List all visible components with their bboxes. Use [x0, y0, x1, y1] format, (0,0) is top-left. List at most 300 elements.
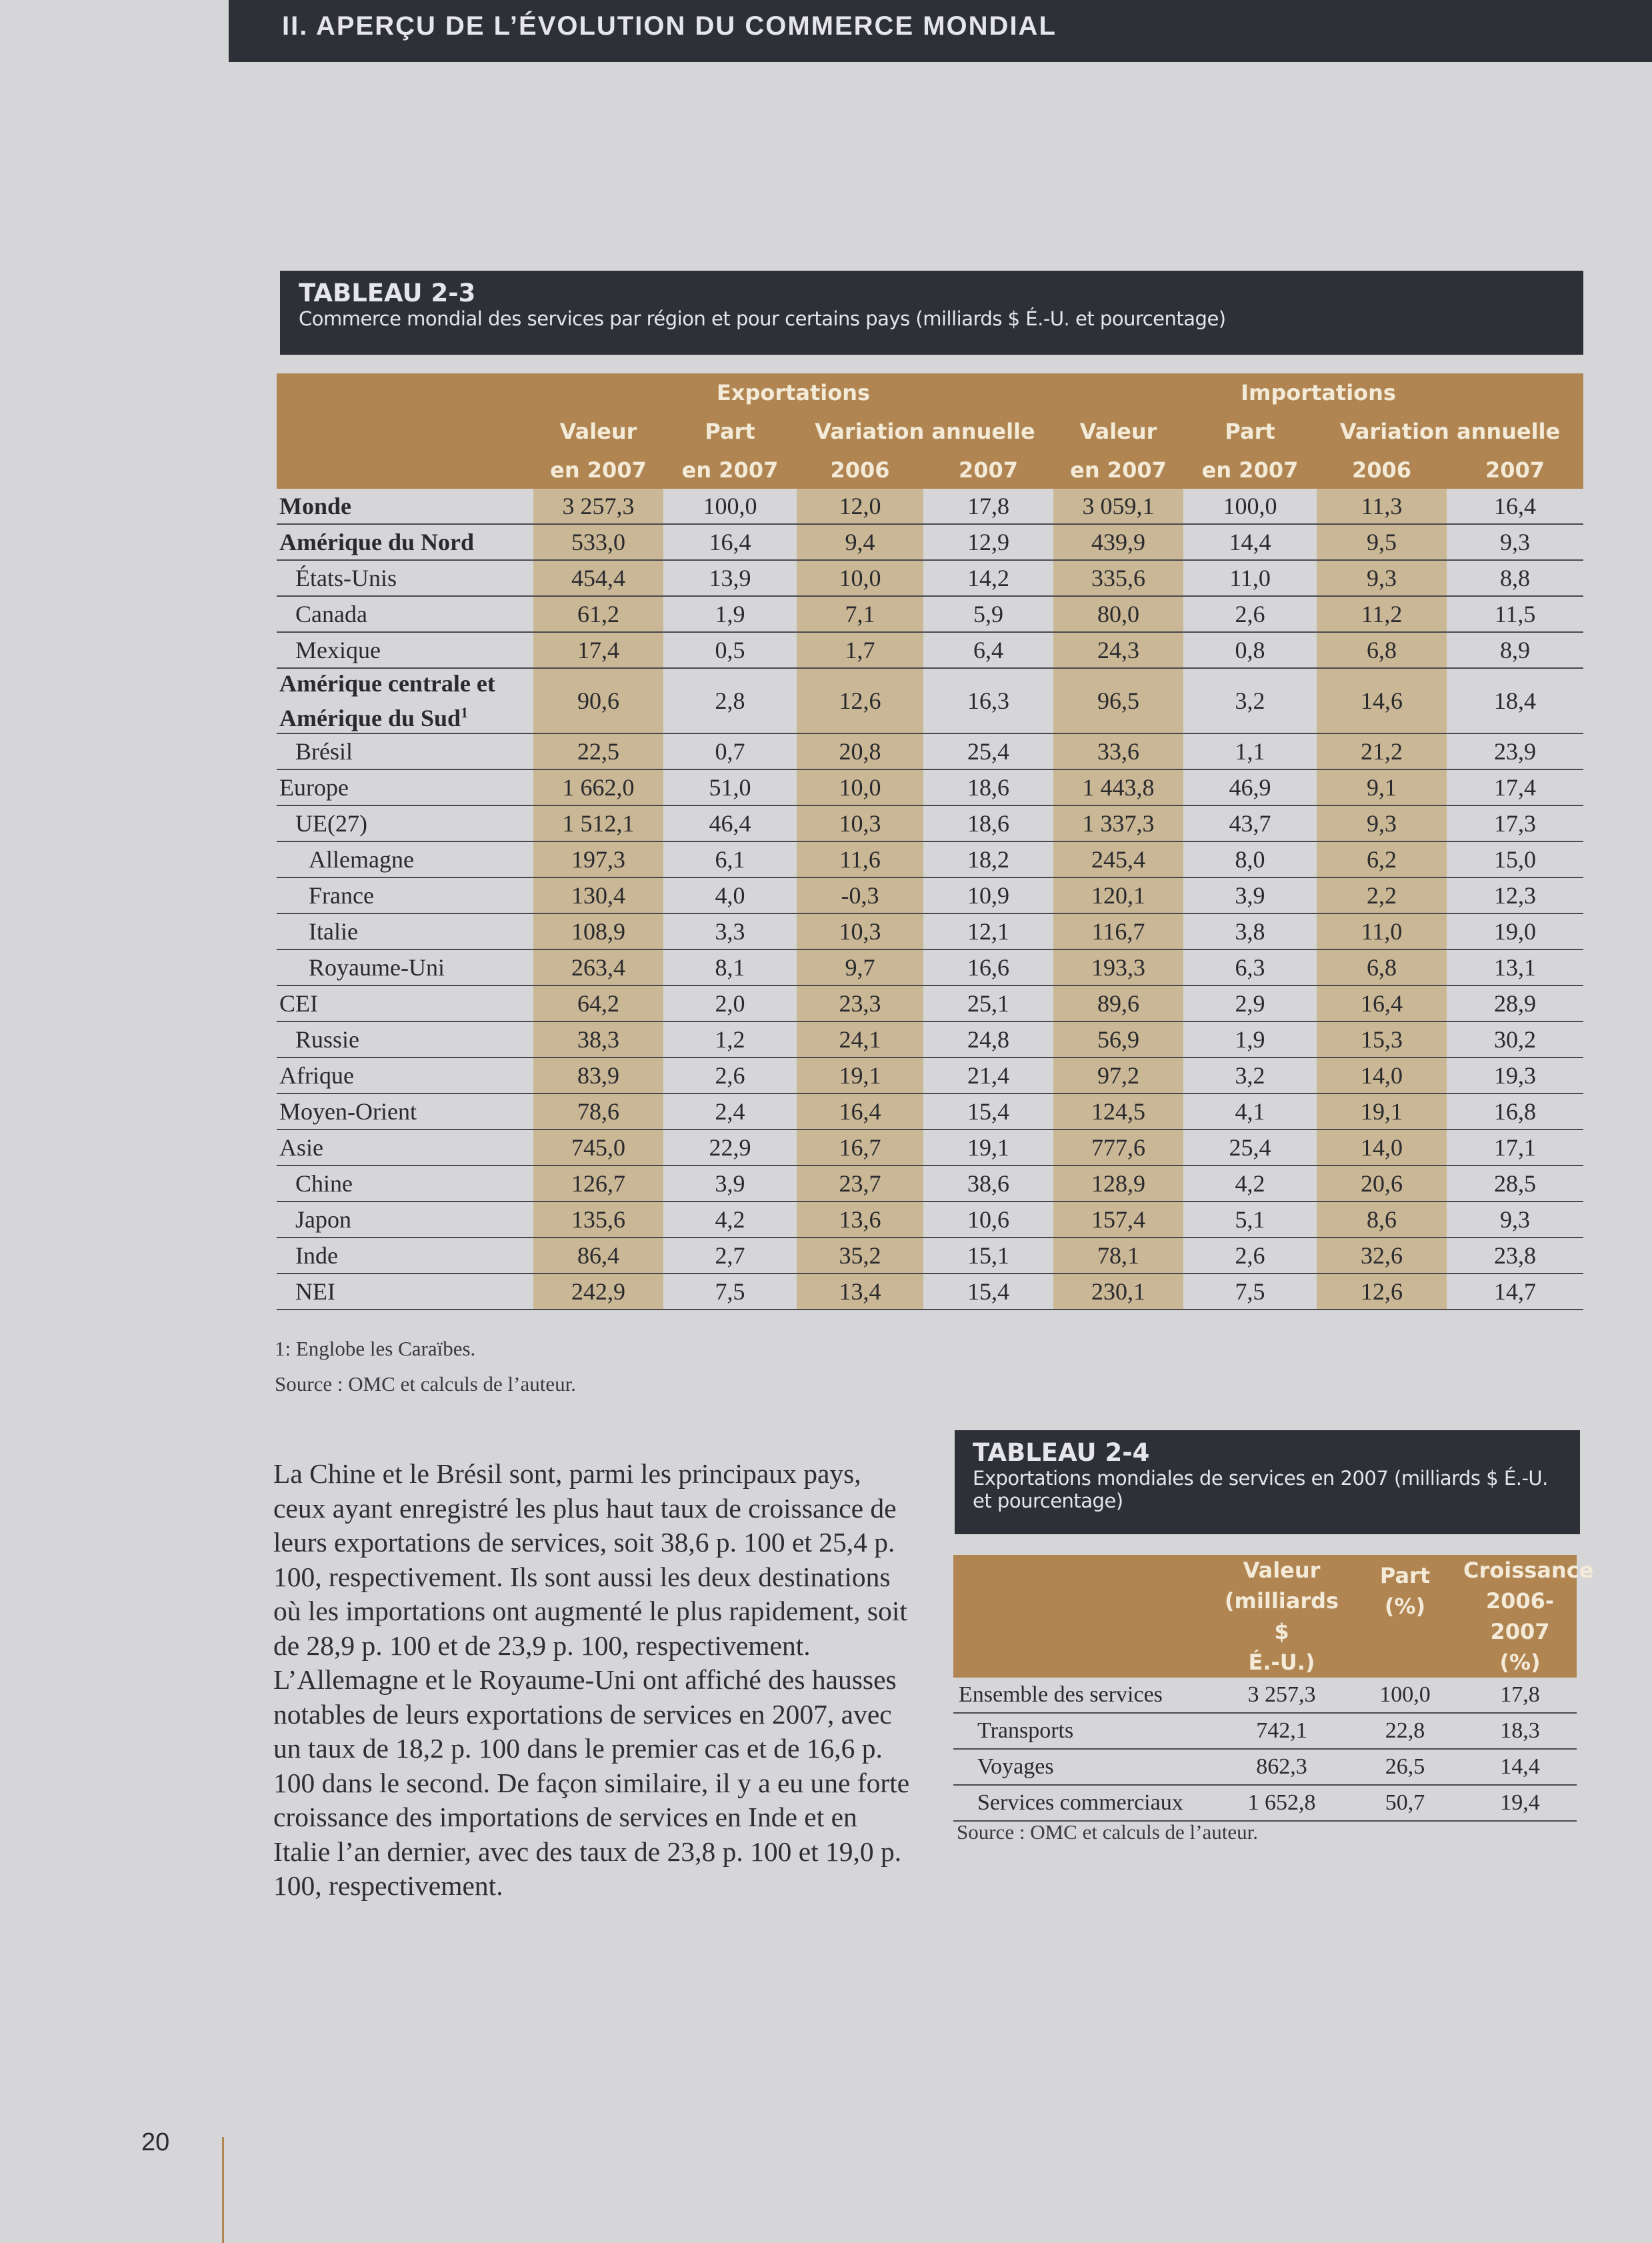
- table-cell: 5,1: [1183, 1202, 1317, 1238]
- table-cell: 1,2: [663, 1021, 797, 1057]
- table-cell: 3,2: [1183, 668, 1317, 733]
- table-cell: 12,3: [1447, 877, 1583, 913]
- table-cell: 14,7: [1447, 1274, 1583, 1310]
- header-croissance-l3: (%): [1499, 1650, 1541, 1675]
- table-2-4-label: TABLEAU 2-4: [973, 1438, 1150, 1467]
- table-row: [277, 841, 1583, 877]
- table-cell: 24,1: [797, 1021, 923, 1057]
- row-label: Transports: [953, 1713, 1217, 1749]
- header-2007: 2007: [1447, 451, 1583, 489]
- row-label-text: Amérique centrale et: [279, 670, 495, 697]
- table-cell: 2,9: [1183, 985, 1317, 1021]
- table-cell: 10,9: [923, 877, 1053, 913]
- table-cell: 90,6: [533, 668, 663, 733]
- table-cell: 230,1: [1053, 1274, 1183, 1310]
- header-part-l1: Part: [1379, 1563, 1431, 1588]
- table-cell: 1 337,3: [1053, 805, 1183, 841]
- table-cell: 9,5: [1317, 524, 1447, 560]
- table-cell: 4,2: [663, 1202, 797, 1238]
- header-en2007: en 2007: [663, 451, 797, 489]
- row-label: [277, 1274, 533, 1310]
- table-cell: 13,9: [663, 560, 797, 596]
- table-cell: 11,0: [1183, 560, 1317, 596]
- table-row: [277, 668, 1583, 733]
- table-cell: 13,6: [797, 1202, 923, 1238]
- row-label-text: Moyen-Orient: [279, 1098, 417, 1125]
- table-cell: 18,2: [923, 841, 1053, 877]
- row-label: [277, 668, 533, 733]
- table-cell: 862,3: [1217, 1749, 1347, 1785]
- header-croissance: [1463, 1555, 1594, 1678]
- row-label-text: France: [309, 882, 374, 909]
- table-cell: 100,0: [1183, 489, 1317, 524]
- table-cell: 61,2: [533, 596, 663, 632]
- table-cell: 78,6: [533, 1093, 663, 1130]
- table-cell: 120,1: [1053, 877, 1183, 913]
- header-en2007: en 2007: [533, 451, 663, 489]
- table-row: [277, 805, 1583, 841]
- row-label: [277, 841, 533, 877]
- footnote-marker: 1: [461, 704, 469, 721]
- table-cell: 3,8: [1183, 913, 1317, 949]
- table-cell: 21,2: [1317, 733, 1447, 769]
- table-row: [277, 596, 1583, 632]
- row-label: [277, 769, 533, 805]
- row-label: Services commerciaux: [953, 1785, 1217, 1821]
- table-cell: 96,5: [1053, 668, 1183, 733]
- table-cell: 6,4: [923, 632, 1053, 668]
- row-label: [277, 985, 533, 1021]
- table-row: [277, 1093, 1583, 1130]
- row-label-text: Amérique du Nord: [279, 529, 475, 555]
- table-cell: 3,3: [663, 913, 797, 949]
- row-label-text: Europe: [279, 774, 349, 801]
- table-cell: 15,4: [923, 1274, 1053, 1310]
- table-cell: 454,4: [533, 560, 663, 596]
- table-cell: 4,1: [1183, 1093, 1317, 1130]
- table-cell: 1,7: [797, 632, 923, 668]
- table-cell: 10,0: [797, 769, 923, 805]
- table-cell: 0,7: [663, 733, 797, 769]
- header-en2007: en 2007: [1053, 451, 1183, 489]
- table-cell: 23,9: [1447, 733, 1583, 769]
- table-cell: 9,3: [1317, 560, 1447, 596]
- table-cell: 18,6: [923, 805, 1053, 841]
- table-cell: 15,1: [923, 1238, 1053, 1274]
- table-cell: 9,3: [1317, 805, 1447, 841]
- table-cell: 80,0: [1053, 596, 1183, 632]
- table-cell: 22,9: [663, 1130, 797, 1166]
- header-2006: 2006: [1317, 451, 1447, 489]
- table-cell: 15,4: [923, 1093, 1053, 1130]
- table-cell: -0,3: [797, 877, 923, 913]
- table-cell: 745,0: [533, 1130, 663, 1166]
- header-imports: Importations: [1053, 373, 1583, 412]
- row-label-text: Mexique: [295, 637, 381, 663]
- table-cell: 12,9: [923, 524, 1053, 560]
- table-row: [277, 733, 1583, 769]
- table-cell: 10,3: [797, 913, 923, 949]
- table-2-4-header: [955, 1430, 1580, 1534]
- page-margin-rule: [222, 2137, 224, 2243]
- table-row: [953, 1749, 1577, 1785]
- table-cell: 3 257,3: [533, 489, 663, 524]
- table-2-4-source: Source : OMC et calculs de l’auteur.: [957, 1820, 1258, 1844]
- row-label: [277, 560, 533, 596]
- table-cell: 14,6: [1317, 668, 1447, 733]
- table-cell: 3 059,1: [1053, 489, 1183, 524]
- table-row: [277, 524, 1583, 560]
- table-cell: 2,0: [663, 985, 797, 1021]
- table-row: [277, 1057, 1583, 1093]
- table-cell: 19,1: [797, 1057, 923, 1093]
- table-cell: 14,4: [1463, 1749, 1577, 1785]
- table-cell: 9,7: [797, 949, 923, 985]
- table-cell: 11,2: [1317, 596, 1447, 632]
- table-cell: 1 662,0: [533, 769, 663, 805]
- table-cell: 23,7: [797, 1166, 923, 1202]
- table-cell: 157,4: [1053, 1202, 1183, 1238]
- row-label: [277, 632, 533, 668]
- table-row: [277, 560, 1583, 596]
- header-variation-exp: Variation annuelle: [797, 412, 1053, 451]
- row-label-text: Brésil: [295, 738, 353, 765]
- table-cell: 51,0: [663, 769, 797, 805]
- table-cell: 19,1: [923, 1130, 1053, 1166]
- table-cell: 16,4: [663, 524, 797, 560]
- row-label: [277, 1238, 533, 1274]
- table-cell: 17,4: [1447, 769, 1583, 805]
- table-cell: 6,2: [1317, 841, 1447, 877]
- table-cell: 25,1: [923, 985, 1053, 1021]
- table-row: [953, 1713, 1577, 1749]
- table-row: [953, 1785, 1577, 1821]
- table-cell: 9,3: [1447, 1202, 1583, 1238]
- table-2-3: [277, 373, 1583, 1310]
- table-cell: 2,2: [1317, 877, 1447, 913]
- header-valeur-l1: Valeur: [1243, 1558, 1321, 1583]
- table-cell: 245,4: [1053, 841, 1183, 877]
- table-cell: 16,3: [923, 668, 1053, 733]
- row-label-text: Canada: [295, 601, 367, 627]
- table-cell: 8,9: [1447, 632, 1583, 668]
- table-row: [277, 769, 1583, 805]
- body-paragraph: La Chine et le Brésil sont, parmi les principaux pays, ceux ayant enregistré les plus haut taux de croissance de leurs exportations de services, soit 38,6 p. 100 et 25,4 p. 100, respectivement. Ils sont aussi les deux destinations où les importations ont augmenté le plus rapidement, soit de 28,9 p. 100 et de 23,9 p. 100, respectivement. L’Allemagne et le Royaume-Uni ont affiché des hausses notables de leurs exportations de services en 2007, avec un taux de 18,2 p. 100 dans le premier cas et de 16,6 p. 100 dans le second. De façon similaire, il y a eu une forte croissance des importations de services en Inde et en Italie l’an dernier, avec des taux de 23,8 p. 100 et 19,0 p. 100, respectivement.: [273, 1458, 910, 1901]
- row-label: [277, 489, 533, 524]
- table-cell: 23,3: [797, 985, 923, 1021]
- table-cell: 1,9: [1183, 1021, 1317, 1057]
- table-cell: 19,3: [1447, 1057, 1583, 1093]
- table-cell: 8,0: [1183, 841, 1317, 877]
- table-cell: 16,6: [923, 949, 1053, 985]
- row-label: [277, 1166, 533, 1202]
- table-cell: 100,0: [663, 489, 797, 524]
- table-2-3-caption: Commerce mondial des services par région et pour certains pays (milliards $ É.-U. et pourcentage): [299, 307, 1226, 330]
- table-cell: 116,7: [1053, 913, 1183, 949]
- table-cell: 7,5: [663, 1274, 797, 1310]
- table-cell: 9,4: [797, 524, 923, 560]
- row-label-text: États-Unis: [295, 565, 397, 591]
- header-exports: Exportations: [533, 373, 1053, 412]
- row-label: [277, 1202, 533, 1238]
- table-cell: 50,7: [1347, 1785, 1463, 1821]
- table-row: [277, 985, 1583, 1021]
- table-row: [277, 1130, 1583, 1166]
- table-cell: 15,3: [1317, 1021, 1447, 1057]
- header-blank: [277, 373, 533, 412]
- header-valeur: [1217, 1555, 1347, 1678]
- table-cell: 100,0: [1347, 1678, 1463, 1713]
- table-row: [277, 1238, 1583, 1274]
- page-number: 20: [141, 2128, 170, 2156]
- table-cell: 439,9: [1053, 524, 1183, 560]
- table-cell: 533,0: [533, 524, 663, 560]
- table-cell: 6,8: [1317, 949, 1447, 985]
- header-2007: 2007: [923, 451, 1053, 489]
- row-label-text: Italie: [309, 918, 358, 945]
- row-label-text: Monde: [279, 493, 351, 519]
- table-cell: 17,3: [1447, 805, 1583, 841]
- table-row: [277, 1202, 1583, 1238]
- table-cell: 197,3: [533, 841, 663, 877]
- row-label-text: NEI: [295, 1278, 335, 1305]
- table-cell: 335,6: [1053, 560, 1183, 596]
- row-label-text: UE(27): [295, 810, 367, 837]
- table-row: [277, 1166, 1583, 1202]
- table-row: [277, 1021, 1583, 1057]
- table-cell: 1,1: [1183, 733, 1317, 769]
- table-cell: 18,6: [923, 769, 1053, 805]
- table-cell: 3 257,3: [1217, 1678, 1347, 1713]
- table-cell: 3,9: [663, 1166, 797, 1202]
- row-label: [277, 596, 533, 632]
- table-cell: 18,3: [1463, 1713, 1577, 1749]
- table-cell: 21,4: [923, 1057, 1053, 1093]
- table-cell: 19,1: [1317, 1093, 1447, 1130]
- table-cell: 193,3: [1053, 949, 1183, 985]
- table-cell: 9,1: [1317, 769, 1447, 805]
- table-cell: 43,7: [1183, 805, 1317, 841]
- table-cell: 9,3: [1447, 524, 1583, 560]
- section-banner: II. APERÇU DE L’ÉVOLUTION DU COMMERCE MONDIAL: [229, 0, 1652, 62]
- header-en2007: en 2007: [1183, 451, 1317, 489]
- table-cell: 16,4: [1447, 489, 1583, 524]
- table-2-4-caption-line2: et pourcentage): [973, 1490, 1123, 1512]
- table-row: [277, 632, 1583, 668]
- row-label-text: Inde: [295, 1242, 338, 1269]
- table-cell: 263,4: [533, 949, 663, 985]
- table-cell: 8,8: [1447, 560, 1583, 596]
- table-2-3-header: [280, 271, 1583, 355]
- row-label: Voyages: [953, 1749, 1217, 1785]
- row-label: [277, 1057, 533, 1093]
- row-label: [277, 949, 533, 985]
- table-cell: 12,0: [797, 489, 923, 524]
- table-cell: 38,3: [533, 1021, 663, 1057]
- table-cell: 777,6: [1053, 1130, 1183, 1166]
- table-cell: 0,8: [1183, 632, 1317, 668]
- table-cell: 20,8: [797, 733, 923, 769]
- table-cell: 56,9: [1053, 1021, 1183, 1057]
- table-cell: 22,5: [533, 733, 663, 769]
- table-cell: 17,1: [1447, 1130, 1583, 1166]
- table-cell: 10,3: [797, 805, 923, 841]
- table-cell: 6,8: [1317, 632, 1447, 668]
- table-cell: 2,6: [663, 1057, 797, 1093]
- table-cell: 16,7: [797, 1130, 923, 1166]
- table-cell: 15,0: [1447, 841, 1583, 877]
- table-cell: 128,9: [1053, 1166, 1183, 1202]
- table-cell: 8,1: [663, 949, 797, 985]
- table-cell: 5,9: [923, 596, 1053, 632]
- table-cell: 19,4: [1463, 1785, 1577, 1821]
- table-cell: 4,0: [663, 877, 797, 913]
- row-label-text-2: Amérique du Sud: [279, 705, 461, 731]
- table-cell: 3,9: [1183, 877, 1317, 913]
- table-cell: 16,4: [1317, 985, 1447, 1021]
- table-cell: 130,4: [533, 877, 663, 913]
- table-cell: 4,2: [1183, 1166, 1317, 1202]
- table-cell: 10,0: [797, 560, 923, 596]
- header-blank: [953, 1555, 1217, 1678]
- table-row: [277, 877, 1583, 913]
- header-blank: [277, 451, 533, 489]
- table-cell: 2,7: [663, 1238, 797, 1274]
- table-cell: 2,6: [1183, 596, 1317, 632]
- table-cell: 64,2: [533, 985, 663, 1021]
- table-2-4-caption-line1: Exportations mondiales de services en 2007 (milliards $ É.-U.: [973, 1467, 1548, 1490]
- table-cell: 6,1: [663, 841, 797, 877]
- table-2-4: [953, 1555, 1594, 1822]
- table-cell: 17,4: [533, 632, 663, 668]
- header-valeur-exp: Valeur: [533, 412, 663, 451]
- header-part-imp: Part: [1183, 412, 1317, 451]
- table-cell: 38,6: [923, 1166, 1053, 1202]
- table-cell: 11,6: [797, 841, 923, 877]
- row-label-text: Asie: [279, 1134, 323, 1161]
- table-cell: 2,8: [663, 668, 797, 733]
- table-2-3-source: Source : OMC et calculs de l’auteur.: [275, 1372, 576, 1396]
- row-label: [277, 733, 533, 769]
- table-cell: 12,6: [1317, 1274, 1447, 1310]
- table-cell: 14,0: [1317, 1057, 1447, 1093]
- table-cell: 24,8: [923, 1021, 1053, 1057]
- row-label-text: Chine: [295, 1170, 353, 1197]
- table-cell: 13,1: [1447, 949, 1583, 985]
- row-label-text: Russie: [295, 1026, 360, 1053]
- table-cell: 89,6: [1053, 985, 1183, 1021]
- table-cell: 83,9: [533, 1057, 663, 1093]
- table-cell: 46,9: [1183, 769, 1317, 805]
- table-cell: 2,4: [663, 1093, 797, 1130]
- table-cell: 10,6: [923, 1202, 1053, 1238]
- table-cell: 742,1: [1217, 1713, 1347, 1749]
- table-cell: 1 443,8: [1053, 769, 1183, 805]
- table-cell: 14,2: [923, 560, 1053, 596]
- table-cell: 242,9: [533, 1274, 663, 1310]
- table-cell: 86,4: [533, 1238, 663, 1274]
- table-2-3-footnote: 1: Englobe les Caraïbes.: [275, 1337, 476, 1360]
- table-cell: 16,4: [797, 1093, 923, 1130]
- row-label: [277, 805, 533, 841]
- table-cell: 26,5: [1347, 1749, 1463, 1785]
- table-cell: 1 512,1: [533, 805, 663, 841]
- table-cell: 2,6: [1183, 1238, 1317, 1274]
- table-row: [953, 1678, 1577, 1713]
- table-cell: 33,6: [1053, 733, 1183, 769]
- table-cell: 97,2: [1053, 1057, 1183, 1093]
- header-croissance-l1: Croissance: [1463, 1558, 1594, 1583]
- row-label: [277, 524, 533, 560]
- table-cell: 12,6: [797, 668, 923, 733]
- table-cell: 7,1: [797, 596, 923, 632]
- table-cell: 22,8: [1347, 1713, 1463, 1749]
- table-cell: 0,5: [663, 632, 797, 668]
- row-label: [277, 913, 533, 949]
- table-cell: 17,8: [923, 489, 1053, 524]
- table-cell: 16,8: [1447, 1093, 1583, 1130]
- table-cell: 28,9: [1447, 985, 1583, 1021]
- table-cell: 35,2: [797, 1238, 923, 1274]
- header-part-l2: (%): [1384, 1594, 1426, 1619]
- header-variation-imp: Variation annuelle: [1317, 412, 1583, 451]
- row-label-text: Allemagne: [309, 846, 414, 873]
- table-cell: 3,2: [1183, 1057, 1317, 1093]
- row-label: [277, 1021, 533, 1057]
- table-row: [277, 913, 1583, 949]
- table-cell: 78,1: [1053, 1238, 1183, 1274]
- table-cell: 1 652,8: [1217, 1785, 1347, 1821]
- table-cell: 124,5: [1053, 1093, 1183, 1130]
- table-cell: 30,2: [1447, 1021, 1583, 1057]
- row-label: [277, 1093, 533, 1130]
- table-cell: 25,4: [1183, 1130, 1317, 1166]
- table-cell: 19,0: [1447, 913, 1583, 949]
- table-cell: 14,4: [1183, 524, 1317, 560]
- table-cell: 8,6: [1317, 1202, 1447, 1238]
- table-row: [277, 949, 1583, 985]
- row-label-text: Japon: [295, 1206, 351, 1233]
- header-2006: 2006: [797, 451, 923, 489]
- table-cell: 11,3: [1317, 489, 1447, 524]
- table-cell: 17,8: [1463, 1678, 1577, 1713]
- table-cell: 1,9: [663, 596, 797, 632]
- row-label: [277, 877, 533, 913]
- header-valeur-l3: É.-U.): [1248, 1650, 1315, 1675]
- table-cell: 135,6: [533, 1202, 663, 1238]
- table-cell: 11,5: [1447, 596, 1583, 632]
- table-row: [277, 489, 1583, 524]
- table-cell: 12,1: [923, 913, 1053, 949]
- table-cell: 13,4: [797, 1274, 923, 1310]
- table-cell: 32,6: [1317, 1238, 1447, 1274]
- row-label-text: Afrique: [279, 1062, 354, 1089]
- table-cell: 25,4: [923, 733, 1053, 769]
- table-cell: 28,5: [1447, 1166, 1583, 1202]
- table-cell: 23,8: [1447, 1238, 1583, 1274]
- row-label: [277, 1130, 533, 1166]
- header-part-exp: Part: [663, 412, 797, 451]
- table-row: [277, 1274, 1583, 1310]
- table-cell: 6,3: [1183, 949, 1317, 985]
- header-valeur-imp: Valeur: [1053, 412, 1183, 451]
- table-cell: 108,9: [533, 913, 663, 949]
- table-cell: 18,4: [1447, 668, 1583, 733]
- table-cell: 11,0: [1317, 913, 1447, 949]
- row-label: Ensemble des services: [953, 1678, 1217, 1713]
- header-blank: [277, 412, 533, 451]
- row-label-text: Royaume-Uni: [309, 954, 445, 981]
